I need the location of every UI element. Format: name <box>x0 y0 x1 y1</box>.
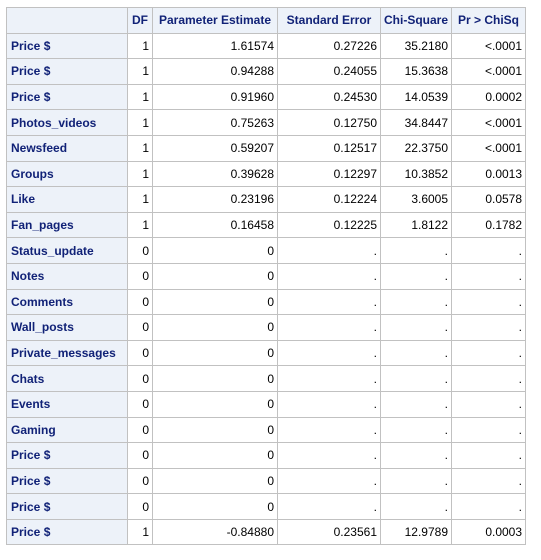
df-cell: 0 <box>128 494 153 520</box>
table-row <box>7 468 526 494</box>
p-value-cell: 0.0578 <box>452 187 526 213</box>
row-label: Status_update <box>7 238 128 264</box>
chisq-cell: . <box>381 238 452 264</box>
stderr-cell: . <box>278 238 381 264</box>
estimate-cell: 0 <box>153 417 278 443</box>
p-value-cell: . <box>452 443 526 469</box>
df-cell: 1 <box>128 212 153 238</box>
table-row <box>7 494 526 520</box>
column-header-p-value: Pr > ChiSq <box>452 8 526 34</box>
chisq-cell: 3.6005 <box>381 187 452 213</box>
stderr-cell: . <box>278 289 381 315</box>
p-value-cell: <.0001 <box>452 33 526 59</box>
chisq-cell: 34.8447 <box>381 110 452 136</box>
estimate-cell: 0 <box>153 468 278 494</box>
df-cell: 0 <box>128 391 153 417</box>
p-value-cell: . <box>452 340 526 366</box>
df-cell: 1 <box>128 519 153 545</box>
row-label: Like <box>7 187 128 213</box>
table-header <box>7 8 526 34</box>
row-label: Price $ <box>7 443 128 469</box>
chisq-cell: 12.9789 <box>381 519 452 545</box>
stderr-cell: 0.23561 <box>278 519 381 545</box>
row-label: Groups <box>7 161 128 187</box>
stderr-cell: . <box>278 263 381 289</box>
df-cell: 0 <box>128 238 153 264</box>
chisq-cell: 22.3750 <box>381 135 452 161</box>
table-row <box>7 417 526 443</box>
estimate-cell: 0 <box>153 263 278 289</box>
stderr-cell: 0.12297 <box>278 161 381 187</box>
table-row <box>7 161 526 187</box>
row-label: Price $ <box>7 84 128 110</box>
df-cell: 1 <box>128 161 153 187</box>
table-row <box>7 59 526 85</box>
estimate-cell: -0.84880 <box>153 519 278 545</box>
chisq-cell: 35.2180 <box>381 33 452 59</box>
p-value-cell: . <box>452 417 526 443</box>
stderr-cell: 0.12224 <box>278 187 381 213</box>
column-header-df: DF <box>128 8 153 34</box>
table-body <box>7 33 526 545</box>
df-cell: 1 <box>128 59 153 85</box>
row-label: Fan_pages <box>7 212 128 238</box>
df-cell: 1 <box>128 84 153 110</box>
column-header-standard-error: Standard Error <box>278 8 381 34</box>
stderr-cell: . <box>278 315 381 341</box>
table-row <box>7 443 526 469</box>
stderr-cell: . <box>278 494 381 520</box>
df-cell: 0 <box>128 366 153 392</box>
estimate-cell: 0 <box>153 443 278 469</box>
stderr-cell: . <box>278 366 381 392</box>
p-value-cell: . <box>452 391 526 417</box>
estimate-cell: 0.23196 <box>153 187 278 213</box>
table-row <box>7 391 526 417</box>
df-cell: 0 <box>128 443 153 469</box>
p-value-cell: . <box>452 366 526 392</box>
row-label: Price $ <box>7 494 128 520</box>
chisq-cell: . <box>381 366 452 392</box>
stderr-cell: . <box>278 468 381 494</box>
estimate-cell: 0 <box>153 315 278 341</box>
p-value-cell: <.0001 <box>452 59 526 85</box>
df-cell: 1 <box>128 110 153 136</box>
chisq-cell: . <box>381 417 452 443</box>
row-label: Comments <box>7 289 128 315</box>
column-header-parameter-estimate: Parameter Estimate <box>153 8 278 34</box>
chisq-cell: . <box>381 494 452 520</box>
stderr-cell: 0.12517 <box>278 135 381 161</box>
df-cell: 0 <box>128 340 153 366</box>
p-value-cell: 0.0003 <box>452 519 526 545</box>
estimate-cell: 0 <box>153 340 278 366</box>
row-label: Wall_posts <box>7 315 128 341</box>
estimate-cell: 0.91960 <box>153 84 278 110</box>
estimate-cell: 0 <box>153 366 278 392</box>
header-row <box>7 8 526 34</box>
chisq-cell: . <box>381 289 452 315</box>
table-row <box>7 315 526 341</box>
stderr-cell: 0.24530 <box>278 84 381 110</box>
df-cell: 1 <box>128 33 153 59</box>
chisq-cell: . <box>381 315 452 341</box>
row-label: Price $ <box>7 59 128 85</box>
table-row <box>7 110 526 136</box>
row-label: Chats <box>7 366 128 392</box>
estimate-cell: 0 <box>153 289 278 315</box>
stderr-cell: . <box>278 443 381 469</box>
table-row <box>7 340 526 366</box>
estimate-cell: 0.59207 <box>153 135 278 161</box>
stderr-cell: 0.27226 <box>278 33 381 59</box>
row-label: Photos_videos <box>7 110 128 136</box>
table-row <box>7 366 526 392</box>
chisq-cell: . <box>381 468 452 494</box>
p-value-cell: . <box>452 315 526 341</box>
estimate-cell: 0.94288 <box>153 59 278 85</box>
stderr-cell: . <box>278 340 381 366</box>
row-label: Price $ <box>7 33 128 59</box>
parameter-estimates-table <box>6 7 526 545</box>
estimate-cell: 0 <box>153 238 278 264</box>
chisq-cell: . <box>381 340 452 366</box>
estimate-cell: 0.75263 <box>153 110 278 136</box>
stderr-cell: . <box>278 391 381 417</box>
table-row <box>7 238 526 264</box>
df-cell: 1 <box>128 187 153 213</box>
estimate-cell: 0 <box>153 494 278 520</box>
row-label: Newsfeed <box>7 135 128 161</box>
row-label: Price $ <box>7 468 128 494</box>
stderr-cell: 0.12225 <box>278 212 381 238</box>
row-label: Events <box>7 391 128 417</box>
estimate-cell: 1.61574 <box>153 33 278 59</box>
table-row <box>7 187 526 213</box>
estimate-cell: 0.16458 <box>153 212 278 238</box>
df-cell: 0 <box>128 289 153 315</box>
chisq-cell: 1.8122 <box>381 212 452 238</box>
p-value-cell: <.0001 <box>452 135 526 161</box>
row-label: Gaming <box>7 417 128 443</box>
df-cell: 1 <box>128 135 153 161</box>
df-cell: 0 <box>128 417 153 443</box>
p-value-cell: 0.0002 <box>452 84 526 110</box>
p-value-cell: . <box>452 289 526 315</box>
row-label: Notes <box>7 263 128 289</box>
p-value-cell: . <box>452 494 526 520</box>
table-row <box>7 84 526 110</box>
stderr-cell: 0.12750 <box>278 110 381 136</box>
estimate-cell: 0.39628 <box>153 161 278 187</box>
chisq-cell: 15.3638 <box>381 59 452 85</box>
table-row <box>7 263 526 289</box>
row-label: Price $ <box>7 519 128 545</box>
table-row <box>7 289 526 315</box>
table-row <box>7 212 526 238</box>
corner-cell <box>7 8 128 34</box>
chisq-cell: . <box>381 443 452 469</box>
stderr-cell: . <box>278 417 381 443</box>
table-row <box>7 519 526 545</box>
estimate-cell: 0 <box>153 391 278 417</box>
p-value-cell: . <box>452 238 526 264</box>
stderr-cell: 0.24055 <box>278 59 381 85</box>
row-label: Private_messages <box>7 340 128 366</box>
column-header-chi-square: Chi-Square <box>381 8 452 34</box>
table-row <box>7 33 526 59</box>
p-value-cell: <.0001 <box>452 110 526 136</box>
chisq-cell: 14.0539 <box>381 84 452 110</box>
chisq-cell: . <box>381 263 452 289</box>
df-cell: 0 <box>128 315 153 341</box>
df-cell: 0 <box>128 263 153 289</box>
df-cell: 0 <box>128 468 153 494</box>
p-value-cell: 0.1782 <box>452 212 526 238</box>
table-row <box>7 135 526 161</box>
chisq-cell: 10.3852 <box>381 161 452 187</box>
p-value-cell: . <box>452 263 526 289</box>
p-value-cell: 0.0013 <box>452 161 526 187</box>
chisq-cell: . <box>381 391 452 417</box>
p-value-cell: . <box>452 468 526 494</box>
